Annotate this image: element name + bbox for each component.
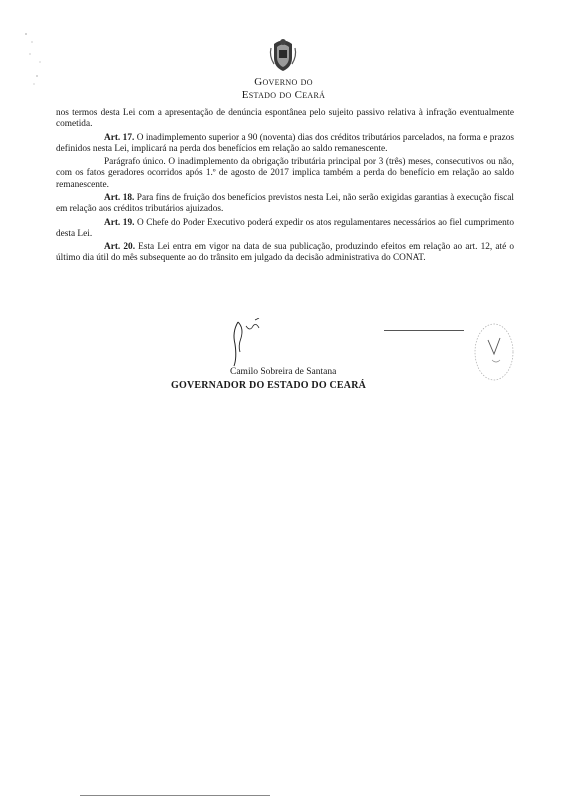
round-stamp <box>470 320 514 382</box>
header-line-2: Estado do Ceará <box>241 89 326 101</box>
paragrafo-unico: Parágrafo único. O inadimplemento da obrigação tributária principal por 3 (três) meses, consecutivos ou não, com os fatos geradores ocorridos após 1.º de agosto de 2017 implica também a perda do benefício em relação ao saldo remanescente. <box>56 157 514 190</box>
signer-name: Camilo Sobreira de Santana <box>230 367 337 377</box>
article-20 <box>56 242 514 264</box>
handwritten-signature <box>226 318 266 368</box>
article-19-label: Art. 19. <box>104 217 135 228</box>
article-18-label: Art. 18. <box>104 192 135 203</box>
header-line-1: Governo do <box>254 76 313 88</box>
article-19-text: O Chefe do Poder Executivo poderá expedir os atos regulamentares necessários ao fiel cumprimento desta Lei. <box>56 217 514 239</box>
article-18-text: Para fins de fruição dos benefícios previstos nesta Lei, não serão exigidas garantias à execução fiscal em relação aos créditos tributários ajuizados. <box>56 192 514 215</box>
paragraph-continuation: nos termos desta Lei com a apresentação de denúncia espontânea pelo sujeito passivo relativa à infração eventualmente cometida. <box>56 108 514 130</box>
article-18 <box>56 193 514 215</box>
signature-line <box>384 330 464 331</box>
article-20-text: Esta Lei entra em vigor na data de sua publicação, produzindo efeitos em relação ao art. 12, até o último dia útil do mês subsequente ao do trânsito em julgado da decisão administrativa do CONAT. <box>56 242 514 264</box>
article-17-label: Art. 17. <box>104 132 135 143</box>
article-17-text: O inadimplemento superior a 90 (noventa) dias dos créditos tributários parcelados, na forma e prazos definidos nesta Lei, implicará na perda dos benefícios em relação ao saldo remanescente. <box>56 132 514 154</box>
state-coat-of-arms-icon <box>268 36 298 72</box>
article-19 <box>56 218 514 240</box>
article-17 <box>56 133 514 155</box>
law-body-text <box>56 108 514 267</box>
signer-title: GOVERNADOR DO ESTADO DO CEARÁ <box>171 380 367 391</box>
article-20-label: Art. 20. <box>104 242 136 253</box>
footer-line <box>80 795 270 796</box>
